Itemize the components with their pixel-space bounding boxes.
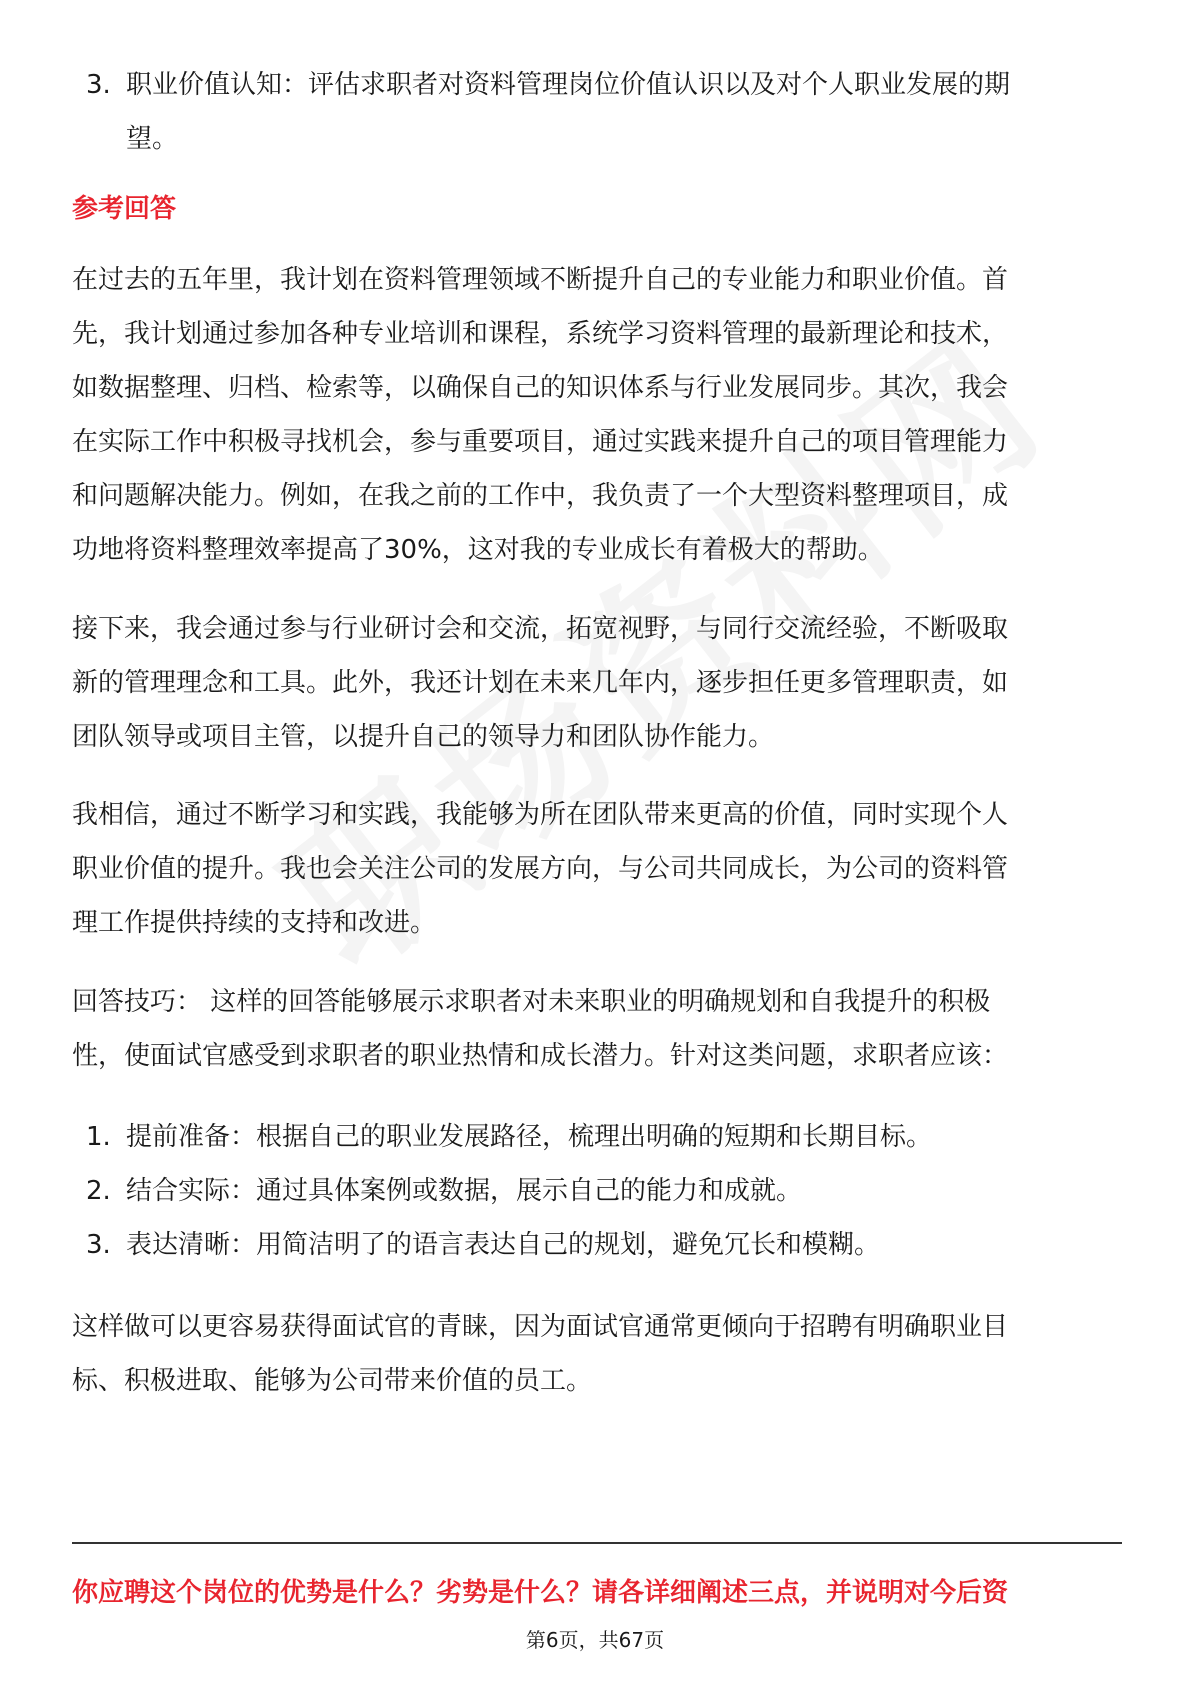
paragraph-line: 我相信，通过不断学习和实践，我能够为所在团队带来更高的价值，同时实现个人 — [72, 800, 1009, 830]
paragraph-line: 先，我计划通过参加各种专业培训和课程，系统学习资料管理的最新理论和技术， — [72, 319, 1009, 349]
list-number: 2. — [86, 1176, 111, 1206]
paragraph-2 — [72, 602, 1122, 764]
answer-tips — [72, 975, 1122, 1083]
paragraph-line: 新的管理理念和工具。此外，我还计划在未来几年内，逐步担任更多管理职责，如 — [72, 668, 1009, 698]
paragraph-1 — [72, 253, 1122, 577]
footer-divider — [72, 1542, 1122, 1544]
paragraph-line: 职业价值的提升。我也会关注公司的发展方向，与公司共同成长，为公司的资料管 — [72, 854, 1009, 884]
page-number: 第6页，共67页 — [525, 1628, 665, 1652]
list-number: 3. — [86, 1230, 111, 1260]
list-text-line: 望。 — [126, 124, 179, 154]
paragraph-line: 团队领导或项目主管，以提升自己的领导力和团队协作能力。 — [72, 722, 775, 752]
top-list-item — [72, 58, 1122, 166]
paragraph-line: 和问题解决能力。例如，在我之前的工作中，我负责了一个大型资料整理项目，成 — [72, 481, 1009, 511]
paragraph-line: 功地将资料整理效率提高了30%，这对我的专业成长有着极大的帮助。 — [72, 535, 884, 565]
paragraph-line: 接下来，我会通过参与行业研讨会和交流，拓宽视野，与同行交流经验，不断吸取 — [72, 614, 1009, 644]
paragraph-line: 在过去的五年里，我计划在资料管理领域不断提升自己的专业能力和职业价值。首 — [72, 265, 1009, 295]
list-number: 1. — [86, 1122, 111, 1152]
paragraph-line: 理工作提供持续的支持和改进。 — [72, 908, 437, 938]
list-text: 表达清晰：用简洁明了的语言表达自己的规划，避免冗长和模糊。 — [126, 1230, 881, 1260]
paragraph-3 — [72, 788, 1122, 950]
list-text: 提前准备：根据自己的职业发展路径，梳理出明确的短期和长期目标。 — [126, 1122, 933, 1152]
list-text-line: 职业价值认知：评估求职者对资料管理岗位价值认识以及对个人职业发展的期 — [126, 70, 1011, 100]
closing-paragraph — [72, 1300, 1122, 1408]
paragraph-line: 回答技巧： 这样的回答能够展示求职者对未来职业的明确规划和自我提升的积极 — [72, 987, 991, 1017]
list-item — [72, 1218, 1122, 1272]
next-question: 你应聘这个岗位的优势是什么？劣势是什么？请各详细阐述三点，并说明对今后资 — [72, 1578, 1009, 1608]
list-item — [72, 1110, 1122, 1164]
list-item — [72, 1164, 1122, 1218]
list-number: 3. — [86, 70, 111, 100]
paragraph-line: 性，使面试官感受到求职者的职业热情和成长潜力。针对这类问题，求职者应该： — [72, 1041, 1009, 1071]
paragraph-line: 在实际工作中积极寻找机会，参与重要项目，通过实践来提升自己的项目管理能力 — [72, 427, 1009, 457]
paragraph-line: 标、积极进取、能够为公司带来价值的员工。 — [72, 1366, 593, 1396]
list-text: 结合实际：通过具体案例或数据，展示自己的能力和成就。 — [126, 1176, 803, 1206]
reference-heading: 参考回答 — [72, 194, 177, 224]
paragraph-line: 如数据整理、归档、检索等，以确保自己的知识体系与行业发展同步。其次，我会 — [72, 373, 1009, 403]
paragraph-line: 这样做可以更容易获得面试官的青睐，因为面试官通常更倾向于招聘有明确职业目 — [72, 1312, 1009, 1342]
tips-list — [72, 1110, 1122, 1272]
